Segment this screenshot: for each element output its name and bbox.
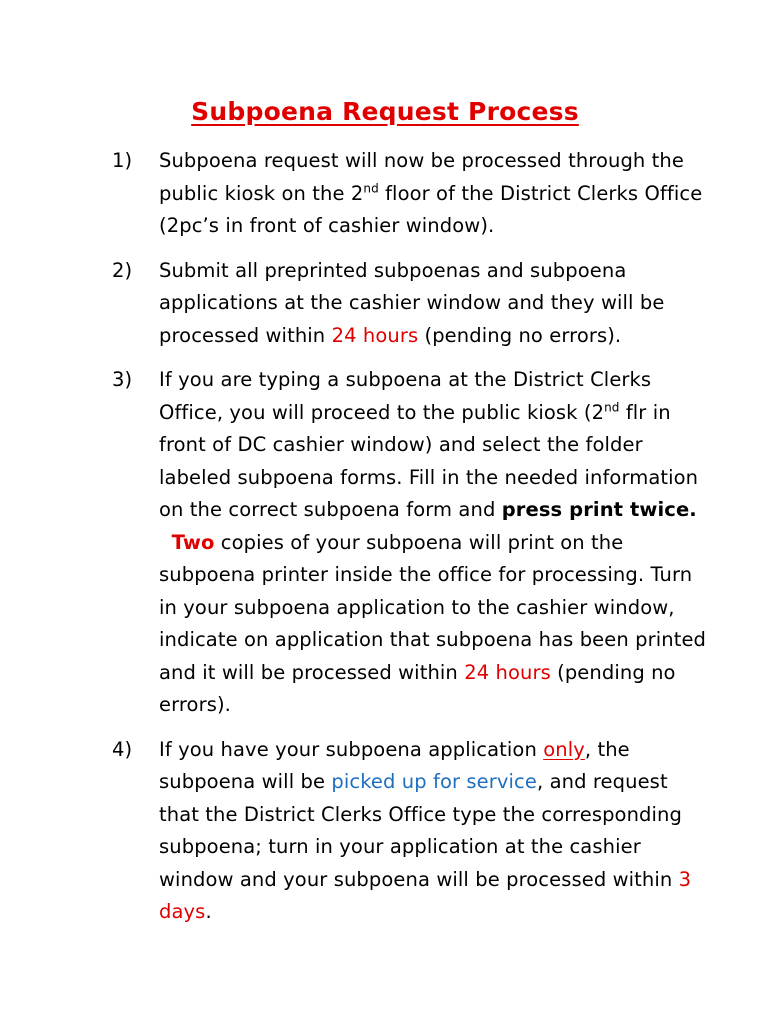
step-item-1 [112,145,712,243]
step-text: , and request that the District Clerks Office type the corresponding subpoena; turn in your application at the cashier window and your subpoena will be processed within [159,770,682,891]
step-text: , the subpoena will be [159,737,630,793]
step-text: . [205,900,212,923]
ordinal-suffix: nd [363,181,379,195]
ordinal-suffix: nd [604,400,620,414]
highlight-red-underline: only [543,737,585,761]
step-item-2 [112,255,712,353]
step-text: floor of the District Clerks Office (2pc’s in front of cashier window). [159,181,703,237]
step-text: copies of your subpoena will print on the subpoena printer inside the office for processing. Turn in your subpoena application to the cashier window, indicate on application that subpoena has been printed and it will be processed within [159,530,707,684]
step-item-4 [112,734,712,929]
step-number: 2) [112,258,133,282]
highlight-bold: press print twice. [501,498,697,521]
highlight-red: 3 days [159,867,692,923]
step-number: 3) [112,368,133,391]
highlight-red: 24 hours [331,323,419,347]
highlight-blue: picked up for service [331,770,537,793]
step-text: If you are typing a subpoena at the District Clerks Office, you will proceed to the public kiosk (2 [159,368,652,424]
step-text: Submit all preprinted subpoenas and subpoena applications at the cashier window and they will be processed within [159,258,665,347]
step-number: 4) [112,737,133,761]
step-text: Subpoena request will now be processed through the public kiosk on the 2 [159,149,684,205]
highlight-red: 24 hours [464,660,551,684]
highlight-bold-red: Two [171,530,215,554]
step-text: flr in front of DC cashier window) and select the folder labeled subpoena forms. Fill in the needed information on the correct subpoena form and [159,400,699,521]
page-title: Subpoena Request Process [191,97,579,126]
step-number: 1) [112,149,133,172]
step-item-3 [112,364,712,722]
step-text: If you have your subpoena application [159,737,544,761]
step-text: (pending no errors). [159,660,676,716]
step-text: (pending no errors). [418,323,622,347]
process-steps-list [112,145,712,941]
step-text [159,531,172,554]
